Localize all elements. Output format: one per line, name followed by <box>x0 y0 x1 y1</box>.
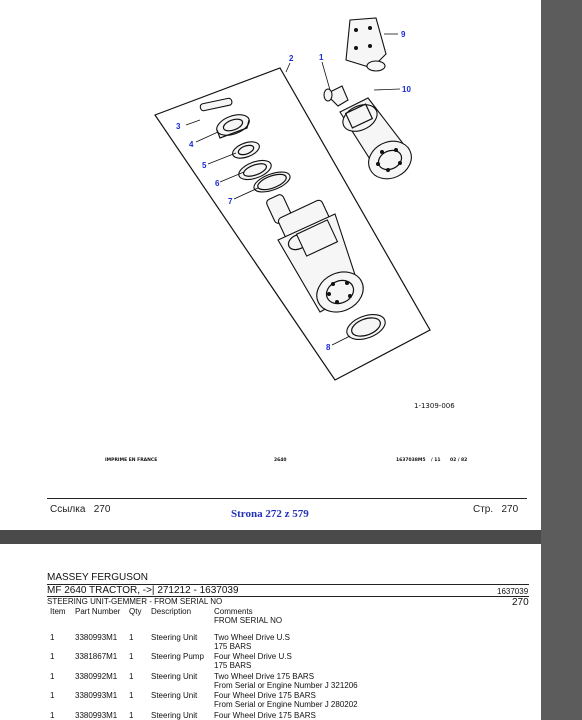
date-small: 02 / 82 <box>450 458 468 463</box>
col-qty: Qty <box>129 607 142 616</box>
part-seal-4 <box>214 111 252 140</box>
cell-qty: 1 <box>129 652 134 661</box>
cell-qty: 1 <box>129 633 134 642</box>
table-row <box>0 691 541 709</box>
cell-comment: Two Wheel Drive 175 BARS <box>214 672 315 681</box>
cell-item: 1 <box>50 652 55 661</box>
cell-item: 1 <box>50 711 55 720</box>
brand-title: MASSEY FERGUSON <box>47 572 148 583</box>
table-row <box>0 711 541 720</box>
cell-item: 1 <box>50 672 55 681</box>
part-elbow-fitting <box>324 86 348 106</box>
col-part-number: Part Number <box>75 607 121 616</box>
part-pump-body <box>339 98 418 186</box>
cell-comment-line2: From Serial or Engine Number J 321206 <box>214 681 358 690</box>
cell-part-number: 3380993M1 <box>75 711 118 720</box>
table-row <box>0 633 541 651</box>
cell-comment: Two Wheel Drive U.S <box>214 633 291 642</box>
cell-comment: Four Wheel Drive U.S <box>214 652 292 661</box>
cell-part-number: 3380993M1 <box>75 633 118 642</box>
footer-rule <box>47 498 527 499</box>
section-title: STEERING UNIT-GEMMER - FROM SERIAL NO <box>47 597 223 606</box>
page-separator <box>0 530 541 544</box>
cell-item: 1 <box>50 691 55 700</box>
catalog-page-lower <box>0 544 541 720</box>
cell-qty: 1 <box>129 672 134 681</box>
model-title: MF 2640 TRACTOR, ->| 271212 - 1637039 <box>47 585 239 596</box>
col-item: Item <box>50 607 66 616</box>
cell-description: Steering Unit <box>151 672 198 681</box>
reference-label: Ссылка 270 <box>50 504 111 515</box>
callout-2: 2 <box>289 54 294 63</box>
callout-1: 1 <box>319 53 324 62</box>
cell-part-number: 3381867M1 <box>75 652 118 661</box>
table-row <box>0 652 541 670</box>
cell-part-number: 3380993M1 <box>75 691 118 700</box>
cell-item: 1 <box>50 633 55 642</box>
page-counter: Strona 272 z 579 <box>231 508 309 520</box>
cell-description: Steering Pump <box>151 652 204 661</box>
model-code-small: 2640 <box>274 458 287 463</box>
viewer-gutter <box>541 0 582 720</box>
table-row <box>0 672 541 690</box>
drawing-number: 1-1309-006 <box>414 402 455 410</box>
leader-lines <box>186 34 400 345</box>
part-ring-8 <box>343 310 388 344</box>
revision-small: / 11 <box>431 458 441 463</box>
section-page-number: 270 <box>512 597 529 608</box>
cell-description: Steering Unit <box>151 691 198 700</box>
part-block-9 <box>346 18 386 71</box>
model-catalog-code: 1637039 <box>497 587 529 596</box>
table-header <box>0 607 541 627</box>
callout-8: 8 <box>326 343 331 352</box>
cell-comment: Four Wheel Drive 175 BARS <box>214 711 316 720</box>
cell-comment-line2: From Serial or Engine Number J 280202 <box>214 700 358 709</box>
printed-in-label: IMPRIME EN FRANCE <box>105 458 158 463</box>
catalog-number-small: 1637038M5 <box>396 458 426 463</box>
cell-comment: Four Wheel Drive 175 BARS <box>214 691 316 700</box>
callout-6: 6 <box>215 179 220 188</box>
part-pin <box>200 98 233 112</box>
cell-comment-line2: 175 BARS <box>214 642 252 651</box>
cell-description: Steering Unit <box>151 711 198 720</box>
cell-part-number: 3380992M1 <box>75 672 118 681</box>
callout-4: 4 <box>189 140 194 149</box>
cell-description: Steering Unit <box>151 633 198 642</box>
callout-9: 9 <box>401 30 406 39</box>
cell-qty: 1 <box>129 711 134 720</box>
cell-qty: 1 <box>129 691 134 700</box>
col-description: Description <box>151 607 192 616</box>
part-ring-5 <box>230 139 261 162</box>
callout-5: 5 <box>202 161 207 170</box>
page-label: Стр. 270 <box>473 504 519 515</box>
callout-10: 10 <box>402 85 411 94</box>
cell-comment-line2: 175 BARS <box>214 661 252 670</box>
col-comments-sub: FROM SERIAL NO <box>214 616 283 625</box>
callout-7: 7 <box>228 197 233 206</box>
callout-3: 3 <box>176 122 181 131</box>
col-comments: Comments <box>214 607 253 616</box>
